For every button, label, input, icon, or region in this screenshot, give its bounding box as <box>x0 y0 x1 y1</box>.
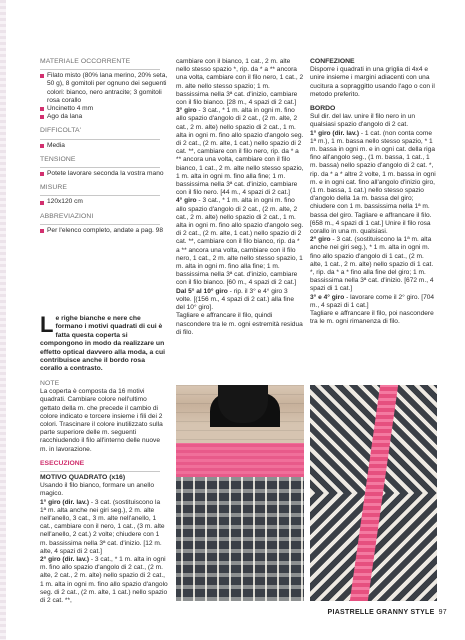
stripe-texture <box>176 477 304 601</box>
round-label: 2° giro (dir. lav.) <box>40 555 90 563</box>
divider <box>40 224 160 225</box>
round-3 <box>176 107 304 197</box>
execution-heading: ESECUZIONE <box>40 459 85 467</box>
materials-item: Filato misto (80% lana merino, 20% seta, 50 g), 8 gomitoli per ognuno dei seguenti colori: bianco, nero antracite; 3 gomitoli rosa corallo <box>40 72 168 105</box>
assembly-text: Disporre i quadrati in una griglia di 4x4 e unire insieme i margini adiacenti con una cucitura a sopraggitto usando l'ago o con il metodo preferito. <box>310 66 435 98</box>
divider <box>40 69 160 70</box>
abbreviations-value: Per l'elenco completo, andate a pag. 98 <box>40 227 168 235</box>
size-value: 120x120 cm <box>40 198 168 206</box>
round-label: 1° giro (dir. lav.) <box>310 129 360 137</box>
assembly-heading: CONFEZIONE <box>310 58 355 65</box>
motif-intro: Usando il filo bianco, formare un anello magico. <box>40 482 154 498</box>
round-text: - lavorare come il 2° giro. [704 m., 4 spazi di 1 cat.] <box>310 293 435 309</box>
divider <box>40 195 160 196</box>
round-text: - 3 cat., * 1 m. alta in ogni m. fino allo spazio d'angolo di 2 cat., (2 m. alte, 2 cat., 2 m. alte) nello spazio di 2 cat., 1 m. alta in ogni m. fino allo spazio d'angolo seg. di 2 cat., (2 m. alte, 1 cat.) nello spazio di 2 cat. **, cambiare con il filo nero, rip. da * a ** ancora una volta, cambiare con il filo bianco, 1 cat., 2 m. alte nello stesso spazio, 1 m. alta in ogni m. fino alla fine; 1 m. bassissima nella 3ª cat. d'inizio, cambiare con il filo nero. [44 m., 4 spazi di 2 cat.] <box>176 107 304 197</box>
pink-border-stripe <box>176 443 304 477</box>
round-label: 4° giro <box>176 197 197 205</box>
turtleneck-collar <box>218 385 268 423</box>
round-2 <box>40 556 168 605</box>
border-round-2 <box>310 236 438 293</box>
border-heading: BORDO <box>310 105 336 113</box>
middle-column <box>176 58 304 337</box>
motif-heading: MOTIVO QUADRATO (x16) <box>40 473 126 481</box>
border-round-3-4 <box>310 294 438 310</box>
border-finish: Tagliare e affrancare il filo, poi nascondere tra le m. ogni rimanenza di filo. <box>310 310 434 326</box>
drop-cap: L <box>40 312 54 338</box>
tension-heading: TENSIONE <box>40 155 76 163</box>
page-edge-decoration <box>0 0 6 640</box>
blanket-closeup-photo <box>310 385 437 601</box>
left-column <box>40 58 168 605</box>
note-text: La coperta è composta da 16 motivi quadrati. Cambiare colore nell'ultimo gettato della m. che precede il cambio di colore indicato e torcere insieme i fili dei 2 colori. Trascinare il colore inutilizzato sulla parte superiore delle m. seguenti racchiudendo il filo all'interno delle nuove m. in lavorazione. <box>40 388 163 453</box>
materials-heading: MATERIALE OCCORRENTE <box>40 58 131 65</box>
note-heading: NOTE <box>40 379 60 387</box>
round-text: - 3 cat., * 1 m. alta in ogni m. fino allo spazio d'angolo di 2 cat., (2 m. alte, 2 cat., 2 m. alte) nello spazio di 2 cat., 1 m. alta in ogni m. fino allo spazio d'angolo seg. di 2 cat., (2 m. alte, 1 cat.) nello spazio di 2 cat. **, <box>40 555 168 604</box>
round-label: Dal 5° al 10° giro <box>176 287 228 295</box>
divider <box>40 139 160 140</box>
round-2-continued: cambiare con il bianco, 1 cat., 2 m. alte nello stesso spazio *, rip. da * a ** ancora una volta, cambiare con il filo nero, 1 cat., 2 m. alte nello stesso spazio; 1 m. bassissima nella 3ª cat. d'inizio, cambiare con il filo bianco. [28 m., 4 spazi di 2 cat.] <box>176 58 304 107</box>
finish-text: Tagliare e affrancare il filo, quindi nascondere tra le m. ogni estremità residua di filo. <box>176 312 303 336</box>
round-label: 2° giro <box>310 236 331 244</box>
size-heading: MISURE <box>40 184 68 192</box>
intro-paragraph <box>40 312 168 374</box>
round-4 <box>176 197 304 287</box>
page-footer <box>327 609 447 616</box>
round-text: - rip. il 3° e 4° giro 3 volte. [(156 m., 4 spazi di 2 cat.) alla fine del 10° giro]. <box>176 287 295 312</box>
round-5-10 <box>176 288 304 313</box>
materials-item: Ago da lana <box>40 113 168 121</box>
round-text: - 3 cat. (sostituiscono la 1ª m. alta anche nei giri seg.), * 1 m. alta in ogni m. fino allo spazio d'angolo di 1 cat., (2 m. alte, 1 cat., 2 m. alte) nello spazio di 1 cat. *, rip. da * a * fino alla fine del giro; 1 m. bassissima nella 3ª cat. d'inizio. [672 m., 4 spazi di 1 cat.] <box>310 236 434 293</box>
footer-title: PIASTRELLE GRANNY STYLE <box>327 609 435 616</box>
round-1 <box>40 499 168 556</box>
round-text: - 3 cat. (sostituiscono la 1ª m. alta anche nei giri seg.), 2 m. alte nell'anello, 3 cat., 3 m. alte nell'anello, 1 cat., cambiare con il nero, 1 cat., (3 m. alte nell'anello, 2 cat.) 2 volte; chiudere con 1 m. bassissima nella 3ª cat. d'inizio. [12 m. alte, 4 spazi di 2 cat.] <box>40 498 165 555</box>
intro-text: e righe bianche e nere che formano i motivi quadrati di cui è fatta questa coperta si compongono in modo da realizzare un effetto optical davvero alla moda, a cui contribuisce anche il bordo rosa corallo a contrasto. <box>40 315 166 373</box>
right-column <box>310 58 438 327</box>
border-round-1 <box>310 130 438 237</box>
round-text: - 3 cat., * 1 m. alta in ogni m. fino allo spazio d'angolo di 2 cat., (2 m. alte, 2 cat., 2 m. alte) nello spazio di 2 cat., 1 m. alta in ogni m. fino allo spazio d'angolo seg. di 2 cat., (2 m. alte, 1 cat.) nello spazio di 2 cat. **, cambiare con il filo bianco, rip. da * a ** ancora una volta, cambiare con il filo nero, 1 cat., 2 m. alte nello stesso spazio, 1 m. alta in ogni m. fino alla fine; 1 m. bassissima nella 3ª cat. d'inizio, cambiare con il filo bianco. [60 m., 4 spazi di 2 cat.] <box>176 197 304 287</box>
round-text: - 1 cat. (non conta come 1ª m.), 1 m. bassa nello stesso spazio, * 1 m. bassa in ogni m. e in ogni cat. della riga fino all'angolo seg., (1 m. bassa, 1 cat., 1 m. bassa) nello spazio d'angolo di 2 cat. *, rip. da * a * altre 2 volte, 1 m. bassa in ogni m. e in ogni cat. fino all'angolo d'inizio giro, (1 m. bassa, 1 cat.) nello stesso spazio d'angolo della 1a m. bassa del giro; chiudere con 1 m. bassissima nella 1ª m. bassa del giro. Tagliare e affrancare il filo. [658 m., 4 spazi di 1 cat.] Unire il filo rosa corallo in una m. qualsiasi. <box>310 129 436 236</box>
page-number: 97 <box>438 609 447 616</box>
round-label: 3° e 4° giro <box>310 293 345 301</box>
round-label: 1° giro (dir. lav.) <box>40 498 90 506</box>
tension-value: Potete lavorare seconda la vostra mano <box>40 170 168 178</box>
difficulty-heading: DIFFICOLTA' <box>40 127 82 135</box>
model-photo <box>176 385 304 601</box>
difficulty-value: Media <box>40 142 168 150</box>
divider <box>40 167 160 168</box>
round-label: 3° giro <box>176 107 197 115</box>
abbreviations-heading: ABBREVIAZIONI <box>40 212 94 220</box>
border-intro: Sul dir. del lav. unire il filo nero in un qualsiasi spazio d'angolo di 2 cat. <box>310 113 416 129</box>
divider <box>40 471 160 472</box>
materials-item: Uncinetto 4 mm <box>40 105 168 113</box>
